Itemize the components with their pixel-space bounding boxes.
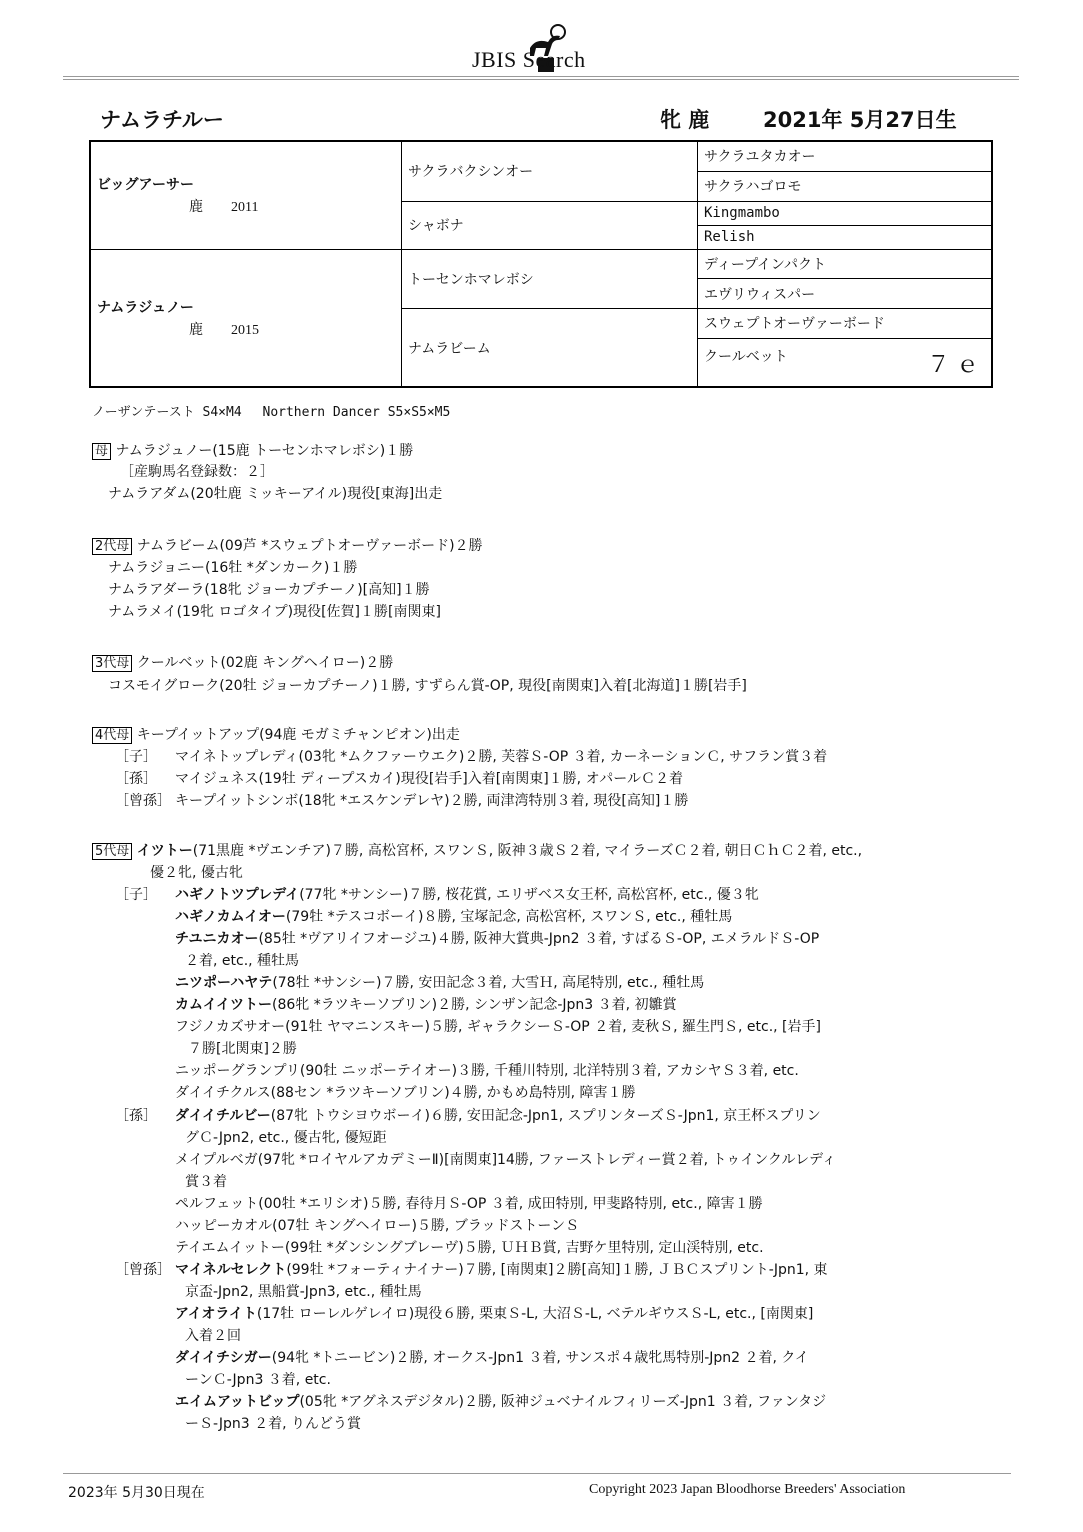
dam-cell bbox=[90, 249, 402, 387]
as-of-date: 2023年 5月30日現在 bbox=[68, 1485, 205, 1501]
family-line bbox=[185, 1415, 361, 1433]
pedigree-cell: スウェプトオーヴァーボード bbox=[698, 309, 993, 339]
relation-label: ［曾孫］ bbox=[115, 793, 171, 809]
family-line bbox=[175, 1084, 636, 1102]
line-text: ナムラジョニー(16牡 *ダンカーク)１勝 bbox=[108, 560, 358, 576]
line-text: ナムラアダーラ(18牝 ジョーカプチーノ)[高知]１勝 bbox=[108, 582, 430, 598]
notable-horse: ニツポーハヤテ bbox=[175, 975, 273, 991]
line-text: テイエムイットー(99牡 *ダンシングブレーヴ)５勝, ＵＨＢ賞, 吉野ケ里特別, 定山渓特別, etc. bbox=[175, 1240, 764, 1256]
line-text: (05牝 *アグネスデジタル)２勝, 阪神ジュベナイルフィリーズ-Jpn1 ３着, ファンタジ bbox=[299, 1394, 827, 1410]
family-line bbox=[120, 463, 274, 481]
dam-year: 2015 bbox=[231, 322, 259, 338]
pedigree-cell: クールベット bbox=[704, 348, 788, 365]
generation-tag: 3代母 bbox=[92, 655, 132, 672]
header-rule-2 bbox=[63, 79, 1019, 80]
family-line bbox=[175, 1062, 799, 1080]
line-text: (77牝 *サンシー)７勝, 桜花賞, エリザベス女王杯, 高松宮杯, etc., 優３牝 bbox=[299, 887, 759, 903]
family-line bbox=[175, 974, 704, 992]
notable-horse: ダイイチシガー bbox=[175, 1350, 272, 1366]
relation-label: ［子］ bbox=[115, 887, 157, 903]
line-text: ナムラメイ(19牝 ロゴタイプ)現役[佐賀]１勝[南関東] bbox=[108, 604, 441, 620]
line-text: ニッポーグランプリ(90牡 ニッポーテイオー)３勝, 千種川特別, 北洋特別３着, アカシヤＳ３着, etc. bbox=[175, 1063, 799, 1079]
family-line bbox=[115, 748, 827, 766]
relation-label: ［孫］ bbox=[115, 1108, 157, 1124]
generation-tag: 2代母 bbox=[92, 538, 132, 555]
pedigree-cell: Relish bbox=[698, 225, 993, 249]
line-text: ペルフェット(00牡 *エリシオ)５勝, 春待月Ｓ-OP ３着, 成田特別, 甲斐路特別, etc., 障害１勝 bbox=[175, 1196, 763, 1212]
line-text: 賞３着 bbox=[185, 1174, 227, 1190]
sire-cell bbox=[90, 141, 402, 249]
family-line bbox=[108, 677, 747, 695]
family-number: ７ｅ bbox=[927, 351, 985, 377]
birth-date: 2021年 5月27日生 bbox=[763, 108, 957, 132]
pedigree-cell: シャボナ bbox=[402, 201, 698, 249]
jbis-logo bbox=[470, 20, 635, 75]
line-text: ２着, etc., 種牡馬 bbox=[185, 953, 300, 969]
line-text: ーンＣ-Jpn3 ３着, etc. bbox=[185, 1372, 331, 1388]
line-text: ーＳ-Jpn3 ２着, りんどう賞 bbox=[185, 1416, 361, 1432]
section-header bbox=[92, 442, 413, 461]
line-text: フジノカズサオー(91牡 ヤマニンスキー)５勝, ギャラクシーＳ-OP ２着, 麦秋Ｓ, 羅生門Ｓ, etc., [岩手] bbox=[175, 1019, 821, 1035]
notable-horse: ハギノカムイオー bbox=[175, 909, 286, 925]
line-text: (79牡 *テスコボーイ)８勝, 宝塚記念, 高松宮杯, スワンＳ, etc., 種牡馬 bbox=[285, 909, 733, 925]
family-line bbox=[175, 1349, 809, 1367]
horse-name: ナムラチルー bbox=[100, 108, 224, 132]
generation-tag: 4代母 bbox=[92, 727, 132, 744]
family-line bbox=[175, 1195, 763, 1213]
line-text: (94牝 *トニービン)２勝, オークス-Jpn1 ３着, サンスポ４歳牝馬特別-Jpn2 ２着, クイ bbox=[271, 1350, 809, 1366]
line-text: キープイットアップ(94鹿 モガミチャンピオン)出走 bbox=[136, 727, 460, 743]
family-line bbox=[108, 581, 430, 599]
family-line bbox=[175, 930, 819, 948]
line-text: 優２牝, 優古牝 bbox=[150, 865, 243, 881]
notable-horse: エイムアットビップ bbox=[175, 1394, 300, 1410]
line-text: (17牡 ローレルゲレイロ)現役６勝, 栗東Ｓ-L, 大沼Ｓ-L, ベテルギウスＳ-L, etc., [南関東] bbox=[256, 1306, 814, 1322]
section-header bbox=[92, 726, 460, 745]
logo-text: JBIS Search bbox=[472, 47, 586, 72]
sex-color: 牝 鹿 bbox=[660, 108, 710, 132]
copyright: Copyright 2023 Japan Bloodhorse Breeders' Association bbox=[589, 1482, 906, 1497]
family-line bbox=[115, 886, 759, 904]
notable-horse: アイオライト bbox=[175, 1306, 257, 1322]
pedigree-cell: エヴリウィスパー bbox=[698, 279, 993, 309]
line-text: (78牡 *サンシー)７勝, 安田記念３着, 大雪Ｈ, 高尾特別, etc., 種牡馬 bbox=[272, 975, 705, 991]
line-text: キープイットシンボ(18牝 *エスケンデレヤ)２勝, 両津湾特別３着, 現役[高知]１勝 bbox=[175, 793, 689, 809]
line-text: 入着２回 bbox=[185, 1328, 241, 1344]
footer-rule bbox=[63, 1473, 1011, 1474]
family-line bbox=[185, 952, 299, 970]
line-text: ナムラアダム(20牡鹿 ミッキーアイル)現役[東海]出走 bbox=[108, 486, 443, 502]
family-line bbox=[185, 1327, 241, 1345]
family-line bbox=[175, 1305, 813, 1323]
line-text: 京盃-Jpn2, 黒船賞-Jpn3, etc., 種牡馬 bbox=[185, 1284, 422, 1300]
pedigree-cell: トーセンホマレボシ bbox=[402, 249, 698, 308]
line-text: ハッピーカオル(07牡 キングヘイロー)５勝, ブラッドストーンＳ bbox=[175, 1218, 580, 1234]
line-text: ダイイチクルス(88セン *ラツキーソブリン)４勝, かもめ島特別, 障害１勝 bbox=[175, 1085, 636, 1101]
family-line bbox=[185, 1173, 227, 1191]
family-line bbox=[115, 1261, 828, 1279]
section-header bbox=[92, 654, 393, 673]
family-line bbox=[115, 792, 688, 810]
line-text: (85牡 *ヴアリイフオージユ)４勝, 阪神大賞典-Jpn2 ３着, すばるＳ-OP, エメラルドＳ-OP bbox=[258, 931, 820, 947]
line-text: (87牝 トウシヨウボーイ)６勝, 安田記念-Jpn1, スプリンターズＳ-Jpn1, 京王杯スプリン bbox=[270, 1108, 821, 1124]
family-line bbox=[150, 864, 243, 882]
line-text: ナムラジュノー(15鹿 トーセンホマレボシ)１勝 bbox=[115, 443, 414, 459]
line-text: ［産駒馬名登録数：２］ bbox=[120, 464, 274, 480]
line-text: メイプルベガ(97牝 *ロイヤルアカデミーⅡ)[南関東]14勝, ファーストレディー賞２着, トゥインクルレディ bbox=[175, 1152, 837, 1168]
family-line bbox=[175, 996, 677, 1014]
generation-tag: 5代母 bbox=[92, 843, 132, 860]
section-header bbox=[92, 842, 862, 861]
pedigree-cell: ディープインパクト bbox=[698, 249, 993, 279]
family-line bbox=[115, 1107, 821, 1125]
notable-horse: ダイイチルビー bbox=[175, 1108, 271, 1124]
sire-year: 2011 bbox=[231, 200, 259, 216]
family-line bbox=[175, 1239, 764, 1257]
notable-horse: ハギノトツプレデイ bbox=[175, 887, 300, 903]
family-line bbox=[115, 770, 683, 788]
family-line bbox=[175, 1393, 826, 1411]
line-text: クールベット(02鹿 キングヘイロー)２勝 bbox=[136, 655, 394, 671]
family-line bbox=[108, 485, 442, 503]
relation-label: ［曾孫］ bbox=[115, 1262, 171, 1278]
section-header bbox=[92, 537, 483, 556]
pedigree-cell: サクラハゴロモ bbox=[698, 171, 993, 201]
dam-color: 鹿 bbox=[189, 322, 203, 338]
header-rule bbox=[63, 76, 1019, 77]
pedigree-cell: ナムラビーム bbox=[402, 309, 698, 387]
line-text: マイネトップレディ(03牝 *ムクファーウエク)２勝, 芙蓉Ｓ-OP ３着, カーネーションＣ, サフラン賞３着 bbox=[175, 749, 828, 765]
notable-horse: イツトー bbox=[136, 843, 193, 859]
generation-tag: 母 bbox=[92, 443, 111, 460]
line-text: マイジュネス(19牡 ディープスカイ)現役[岩手]入着[南関東]１勝, オパールＣ２着 bbox=[175, 771, 684, 787]
relation-label: ［子］ bbox=[115, 749, 157, 765]
line-text: ナムラビーム(09芦 *スウェプトオーヴァーボード)２勝 bbox=[136, 538, 483, 554]
notable-horse: カムイイツトー bbox=[175, 997, 273, 1013]
family-line bbox=[175, 1151, 836, 1169]
family-line bbox=[108, 559, 357, 577]
family-line bbox=[185, 1129, 387, 1147]
line-text: (99牡 *フォーティナイナー)７勝, [南関東]２勝[高知]１勝, ＪＢＣスプリント-Jpn1, 東 bbox=[286, 1262, 828, 1278]
inbreeding: ノーザンテースト S4×M4 Northern Dancer S5×S5×M5 bbox=[92, 405, 451, 420]
line-text: コスモイグローク(20牡 ジョーカプチーノ)１勝, すずらん賞-OP, 現役[南関東]入着[北海道]１勝[岩手] bbox=[108, 678, 747, 694]
sire-name: ビッグアーサー bbox=[97, 177, 195, 194]
pedigree-cell: サクラユタカオー bbox=[698, 141, 993, 171]
line-text: グＣ-Jpn2, etc., 優古牝, 優短距 bbox=[185, 1130, 387, 1146]
relation-label: ［孫］ bbox=[115, 771, 157, 787]
family-line bbox=[175, 908, 732, 926]
pedigree-table bbox=[89, 140, 993, 388]
notable-horse: マイネルセレクト bbox=[175, 1262, 287, 1278]
family-line bbox=[185, 1371, 331, 1389]
family-line bbox=[175, 1217, 579, 1235]
line-text: (86牝 *ラツキーソブリン)２勝, シンザン記念-Jpn3 ３着, 初雛賞 bbox=[272, 997, 677, 1013]
family-line bbox=[185, 1283, 422, 1301]
sire-color: 鹿 bbox=[189, 200, 203, 216]
family-line bbox=[188, 1040, 297, 1058]
dam-name: ナムラジュノー bbox=[97, 299, 194, 316]
family-line bbox=[175, 1018, 821, 1036]
pedigree-cell: サクラバクシンオー bbox=[402, 141, 698, 201]
line-text: (71黒鹿 *ヴエンチア)７勝, 高松宮杯, スワンＳ, 阪神３歳Ｓ２着, マイラーズＣ２着, 朝日ＣｈＣ２着, etc., bbox=[192, 843, 863, 859]
notable-horse: チユニカオー bbox=[175, 931, 259, 947]
line-text: ７勝[北関東]２勝 bbox=[188, 1041, 297, 1057]
pedigree-cell: Kingmambo bbox=[698, 201, 993, 225]
family-line bbox=[108, 603, 441, 621]
